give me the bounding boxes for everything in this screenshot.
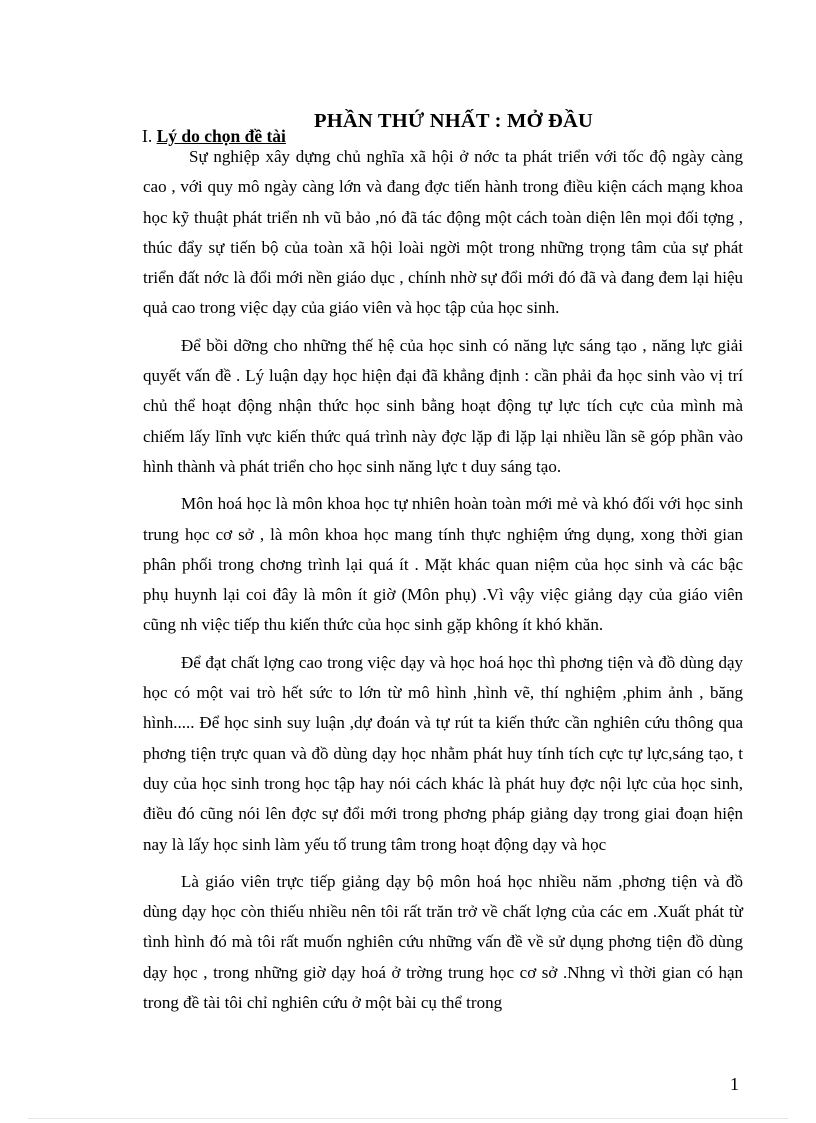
paragraph-5: Là giáo viên trực tiếp giảng dạy bộ môn hoá học nhiều năm ,phơng tiện và đồ dùng dạy học còn thiếu nhiều nên tôi rất trăn trở về chất lợng của các em .Xuất phát từ tình hình đó mà tôi rất muốn nghiên cứu những vấn đề về sử dụng phơng tiện đồ dùng dạy học , trong những giờ dạy hoá ở trờng trung học cơ sở .Nhng vì thời gian có hạn trong đề tài tôi chỉ nghiên cứu ở một bài cụ thể trong: [143, 871, 743, 1013]
section-number: I.: [142, 126, 153, 146]
paragraph-4: Để đạt chất lợng cao trong việc dạy và học hoá học thì phơng tiện và đồ dùng dạy học có một vai trò hết sức to lớn từ mô hình ,hình vẽ, thí nghiệm ,phim ảnh , băng hình..... Để học sinh suy luận ,dự đoán và tự rút ta kiến thức cần nghiên cứu thông qua phơng tiện trực quan và đồ dùng dạy học nhằm phát huy tính tích cực tự lực,sáng tạo, t duy của học sinh trong học tập hay nói cách khác là phát huy đợc nội lực của học sinh, điều đó cũng nói lên đợc sự đổi mới trong phơng pháp giảng dạy trong giai đoạn hiện nay là lấy học sinh làm yếu tố trung tâm trong hoạt động dạy và học: [143, 652, 743, 854]
section-heading-text: Lý do chọn đề tài: [156, 126, 286, 146]
document-title: PHẦN THỨ NHẤT : MỞ ĐẦU: [314, 110, 594, 132]
body-text: [143, 142, 743, 1025]
paragraph-3: Môn hoá học là môn khoa học tự nhiên hoàn toàn mới mẻ và khó đối với học sinh trung học cơ sở , là môn khoa học mang tính thực nghiệm ứng dụng, xong thời gian phân phối trong chơng trình lại quá ít . Mặt khác quan niệm của học sinh và các bậc phụ huynh lại coi đây là môn ít giờ (Môn phụ) .Vì vậy việc giảng dạy của giáo viên cũng nh việc tiếp thu kiến thức của học sinh gặp không ít khó khăn.: [143, 494, 743, 635]
page-number: 1: [730, 1074, 739, 1094]
paragraph-2: Để bồi dỡng cho những thế hệ của học sinh có năng lực sáng tạo , năng lực giải quyết vấn đề . Lý luận dạy học hiện đại đã khẳng định : cần phải đa học sinh vào vị trí chủ thể hoạt động nhận thức học sinh bằng hoạt động tự lực tích cực của mình mà chiếm lấy lĩnh vực kiến thức quá trình này đợc lặp đi lặp lại nhiều lần sẽ góp phần vào hình thành và phát triển cho học sinh năng lực t duy sáng tạo.: [143, 335, 743, 476]
paragraph-1: Sự nghiệp xây dựng chủ nghĩa xã hội ở nớc ta phát triển với tốc độ ngày càng cao , với quy mô ngày càng lớn và đang đợc tiến hành trong điều kiện cách mạng khoa học kỹ thuật phát triển nh vũ bảo ,nó đã tác động một cách toàn diện lên mọi đối tợng , thúc đẩy sự tiến bộ của toàn xã hội loài ngời một trong những trọng tâm của sự phát triển đất nớc là đổi mới nền giáo dục , chính nhờ sự đổi mới đó đã và đang đem lại hiệu quả cao trong việc dạy của giáo viên và học tập của học sinh.: [143, 147, 743, 318]
page-bottom-divider: [28, 1118, 788, 1119]
